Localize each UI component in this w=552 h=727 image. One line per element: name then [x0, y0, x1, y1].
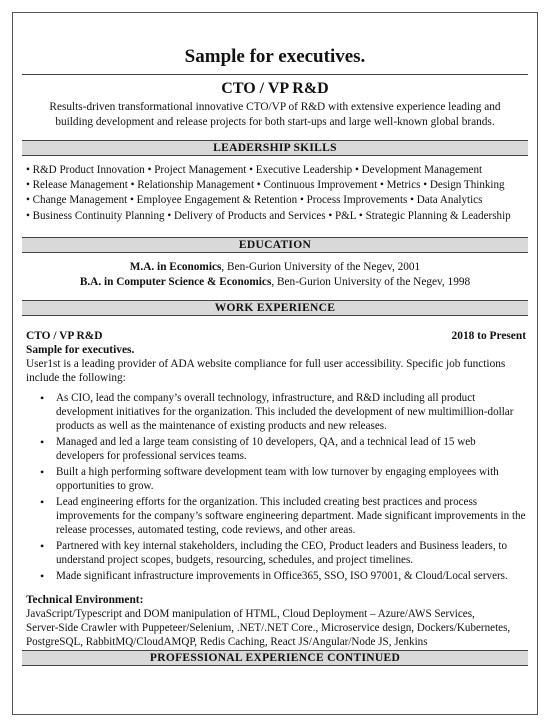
skills-line: • Change Management • Employee Engagement & Retention • Process Improvements • Data Analytics — [26, 194, 483, 207]
job-bullets — [22, 391, 528, 583]
list-item: • Partnered with key internal stakeholders, including the CEO, Product leaders and Business leaders, to understand project scopes, budgets, resourcing, schedules, and project timelines. — [56, 539, 528, 567]
skills-line: • R&D Product Innovation • Project Management • Executive Leadership • Development Management — [26, 164, 483, 176]
education-entry — [22, 275, 528, 291]
degree: M.A. in Economics — [129, 260, 222, 273]
skills-list — [26, 163, 528, 224]
skills-line: • Business Continuity Planning • Delivery of Products and Services • P&L • Strategic Planning & Leadership — [26, 209, 511, 222]
skills-line: • Release Management • Relationship Management • Continuous Improvement • Metrics • Design Thinking — [26, 179, 505, 192]
section-education: EDUCATION — [22, 237, 528, 253]
education-list — [22, 260, 528, 291]
school: , Ben-Gurion University of the Negev, 1998 — [271, 276, 471, 289]
role-heading: CTO / VP R&D — [221, 80, 329, 97]
degree: B.A. in Computer Science & Economics — [79, 276, 272, 289]
list-item: • Managed and led a large team consisting of 10 developers, QA, and a technical lead of 15 web developers for professional services teams. — [56, 435, 528, 463]
list-item: • Built a high performing software development team with low turnover by engaging employees with opportunities to grow. — [56, 465, 528, 493]
job-company: Sample for executives. — [26, 343, 135, 356]
list-item: • As CIO, lead the company’s overall technology, infrastructure, and R&D including all product development initiatives for the organization. This included the development of new multimillion-dollar products as well as the maintenance of existing products and new releases. — [56, 391, 528, 434]
section-leadership-skills: LEADERSHIP SKILLS — [22, 140, 528, 156]
job-title: CTO / VP R&D — [26, 329, 103, 342]
title-divider — [22, 74, 528, 75]
tech-environment-label: Technical Environment: — [26, 593, 144, 606]
education-entry — [22, 260, 528, 276]
job-dates: 2018 to Present — [451, 329, 526, 342]
section-professional-experience-continued: PROFESSIONAL EXPERIENCE CONTINUED — [22, 650, 528, 666]
job-header — [22, 329, 528, 343]
tech-line: PostgreSQL, RabbitMQ/CloudAMQP, Redis Caching, React JS/Angular/Node JS, Jenkins — [26, 636, 428, 649]
job-description: User1st is a leading provider of ADA website compliance for full user accessibility. Specific job functions include the following: — [26, 357, 506, 384]
tech-line: JavaScript/Typescript and DOM manipulation of HTML, Cloud Deployment – Azure/AWS Services, — [26, 607, 475, 620]
summary-text: Results-driven transformational innovative CTO/VP of R&D with extensive experience leading and building development and release projects for both start-ups and large well-known global brands. — [49, 101, 501, 128]
resume-page — [12, 12, 538, 715]
list-item: • Lead engineering efforts for the organization. This included creating best practices and process improvements for the company’s software engineering department. Made significant improvements in the release processes, automated testing, code reviews, and other areas. — [56, 495, 528, 538]
section-work-experience: WORK EXPERIENCE — [22, 300, 528, 316]
school: , Ben-Gurion University of the Negev, 2001 — [221, 260, 421, 273]
list-item: • Made significant infrastructure improvements in Office365, SSO, ISO 97001, & Cloud/Local servers. — [56, 569, 528, 583]
page-title: Sample for executives. — [184, 46, 366, 67]
tech-line: Server-Side Crawler with Puppeteer/Selenium, .NET/.NET Core., Microservice design, Dockers/Kubernetes, — [26, 622, 511, 635]
